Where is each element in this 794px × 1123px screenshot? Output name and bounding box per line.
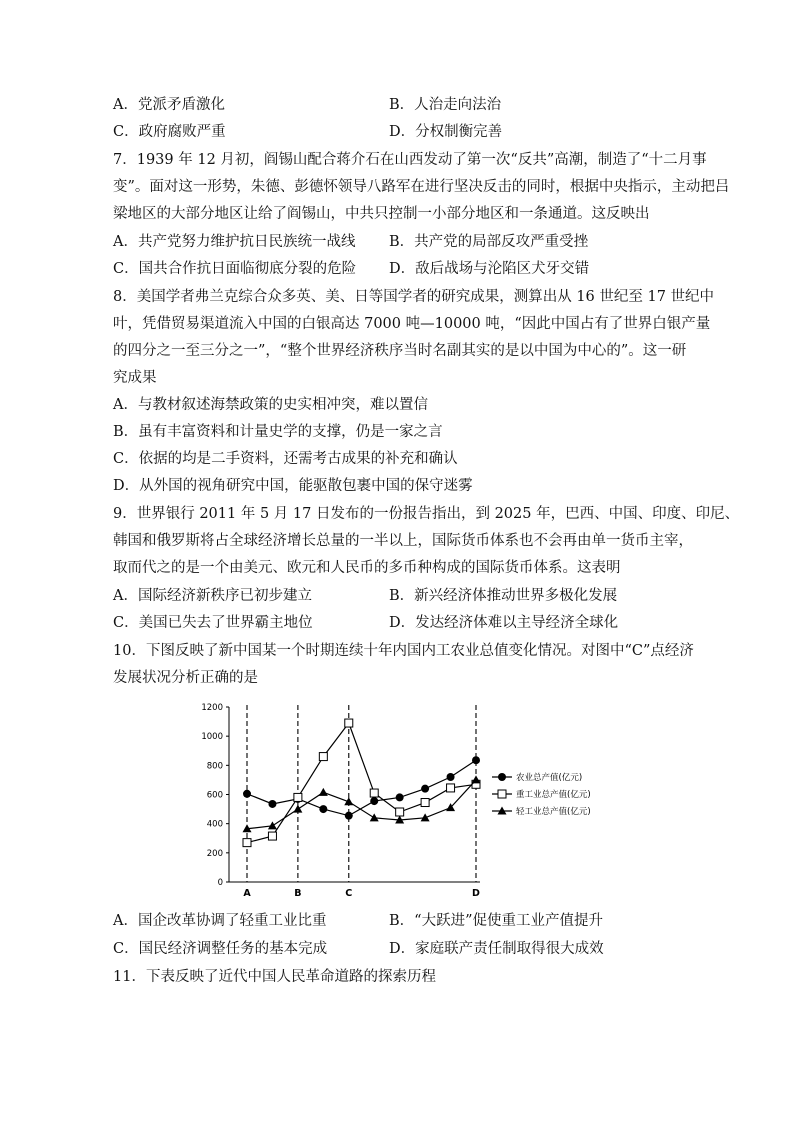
y-tick-label: 400 [206, 819, 223, 830]
q9-option-d: D．发达经济体难以主导经济全球化 [389, 615, 619, 631]
q7-option-c: C．国共合作抗日面临彻底分裂的危险 [113, 261, 357, 277]
data-point-circle [319, 805, 327, 813]
q10-option-b: B．“大跃进”促使重工业产值提升 [389, 913, 603, 929]
data-point-circle [447, 773, 455, 781]
data-point-square [396, 808, 404, 816]
y-tick-label: 800 [206, 761, 223, 772]
data-point-triangle [472, 775, 481, 783]
y-tick-label: 600 [206, 790, 223, 801]
legend-label-triangle: 轻工业总产值(亿元) [516, 807, 591, 817]
q7-option-d: D．敌后战场与沦陷区犬牙交错 [389, 261, 590, 277]
data-point-square [345, 719, 353, 727]
legend-label-square: 重工业总产值(亿元) [516, 790, 591, 800]
q8-stem-line-4: 究成果 [113, 370, 157, 386]
y-tick-label: 1000 [201, 732, 223, 743]
data-point-circle [243, 790, 251, 798]
q10-option-c: C．国民经济调整任务的基本完成 [113, 941, 328, 957]
q8-stem-line-3: 的四分之一至三分之一”，“整个世界经济秩序当时名副其实的是以中国为中心的”。这一研 [113, 343, 687, 359]
data-point-circle [268, 800, 276, 808]
data-point-square [319, 753, 327, 761]
data-point-triangle [293, 805, 302, 813]
q10-option-d: D．家庭联产责任制取得很大成效 [389, 941, 604, 957]
q9-stem-line-3: 取而代之的是一个由美元、欧元和人民币的多币种构成的国际货币体系。这表明 [113, 560, 621, 576]
q10-stem-line-1: 10．下图反映了新中国某一个时期连续十年内国内工农业总值变化情况。对图中“C”点经济 [113, 643, 694, 659]
q7-stem-line-3: 梁地区的大部分地区让给了阎锡山，中共只控制一小部分地区和一条通道。这反映出 [113, 206, 650, 222]
y-tick-label: 1200 [201, 703, 223, 713]
data-point-square [370, 789, 378, 797]
data-point-circle [421, 785, 429, 793]
data-point-triangle [268, 821, 277, 829]
x-marker-label-b: B [294, 888, 302, 899]
q9-stem-line-2: 韩国和俄罗斯将占全球经济增长总量的一半以上，国际货币体系也不会再由单一货币主宰， [113, 533, 693, 549]
data-point-square [294, 793, 302, 801]
data-point-circle [396, 793, 404, 801]
q8-stem-line-1: 8．美国学者弗兰克综合众多英、美、日等国学者的研究成果，测算出从 16 世纪至 17 世纪中 [113, 289, 715, 305]
q6-option-c: C．政府腐败严重 [113, 124, 226, 140]
q8-stem-line-2: 叶，凭借贸易渠道流入中国的白银高达 7000 吨—10000 吨，“因此中国占有了世界白银产量 [113, 316, 711, 332]
q10-stem-line-2: 发展状况分析正确的是 [113, 670, 258, 686]
data-point-square [243, 839, 251, 847]
x-marker-label-a: A [243, 888, 251, 899]
x-marker-label-d: D [472, 888, 480, 899]
y-tick-label: 200 [206, 848, 223, 859]
legend-marker-circle [498, 773, 506, 781]
data-point-circle [345, 812, 353, 820]
data-point-circle [370, 797, 378, 805]
data-point-square [421, 799, 429, 807]
data-point-circle [472, 756, 480, 764]
series-line-square [247, 723, 476, 843]
data-point-triangle [421, 813, 430, 821]
data-point-triangle [370, 813, 379, 821]
q8-option-b: B．虽有丰富资料和计量史学的支撑，仍是一家之言 [113, 424, 443, 440]
series-line-triangle [247, 780, 476, 829]
q11-stem-line-1: 11．下表反映了近代中国人民革命道路的探索历程 [113, 969, 436, 985]
q8-option-a: A．与教材叙述海禁政策的史实相冲突，难以置信 [113, 397, 428, 413]
q8-option-c: C．依据的均是二手资料，还需考古成果的补充和确认 [113, 451, 458, 467]
q7-option-a: A．共产党努力维护抗日民族统一战线 [113, 234, 356, 250]
q7-stem-line-2: 变”。面对这一形势，朱德、彭德怀领导八路军在进行坚决反击的同时，根据中央指示，主动把吕 [113, 179, 730, 195]
q7-option-b: B．共产党的局部反攻严重受挫 [389, 234, 589, 250]
q8-option-d: D．从外国的视角研究中国，能驱散包裹中国的保守迷雾 [113, 478, 473, 494]
industry-agriculture-line-chart [180, 695, 630, 905]
legend-label-circle: 农业总产值(亿元) [516, 773, 583, 783]
q9-option-a: A．国际经济新秩序已初步建立 [113, 588, 312, 604]
q7-stem-line-1: 7．1939 年 12 月初，阎锡山配合蒋介石在山西发动了第一次“反共”高潮，制造了“十二月事 [113, 152, 707, 168]
q6-option-d: D．分权制衡完善 [389, 124, 503, 140]
data-point-triangle [319, 788, 328, 796]
q9-stem-line-1: 9．世界银行 2011 年 5 月 17 日发布的一份报告指出，到 2025 年，巴西、中国、印度、印尼、 [113, 506, 740, 522]
data-point-square [447, 784, 455, 792]
data-point-triangle [344, 797, 353, 805]
q6-option-b: B．人治走向法治 [389, 97, 502, 113]
series-line-circle [247, 760, 476, 815]
q10-option-a: A．国企改革协调了轻重工业比重 [113, 913, 327, 929]
q9-option-b: B．新兴经济体推动世界多极化发展 [389, 588, 618, 604]
x-marker-label-c: C [345, 888, 353, 899]
q6-option-a: A．党派矛盾激化 [113, 97, 225, 113]
q9-option-c: C．美国已失去了世界霸主地位 [113, 615, 313, 631]
data-point-square [268, 832, 276, 840]
y-tick-label: 0 [217, 878, 223, 888]
legend-marker-square [498, 790, 506, 798]
